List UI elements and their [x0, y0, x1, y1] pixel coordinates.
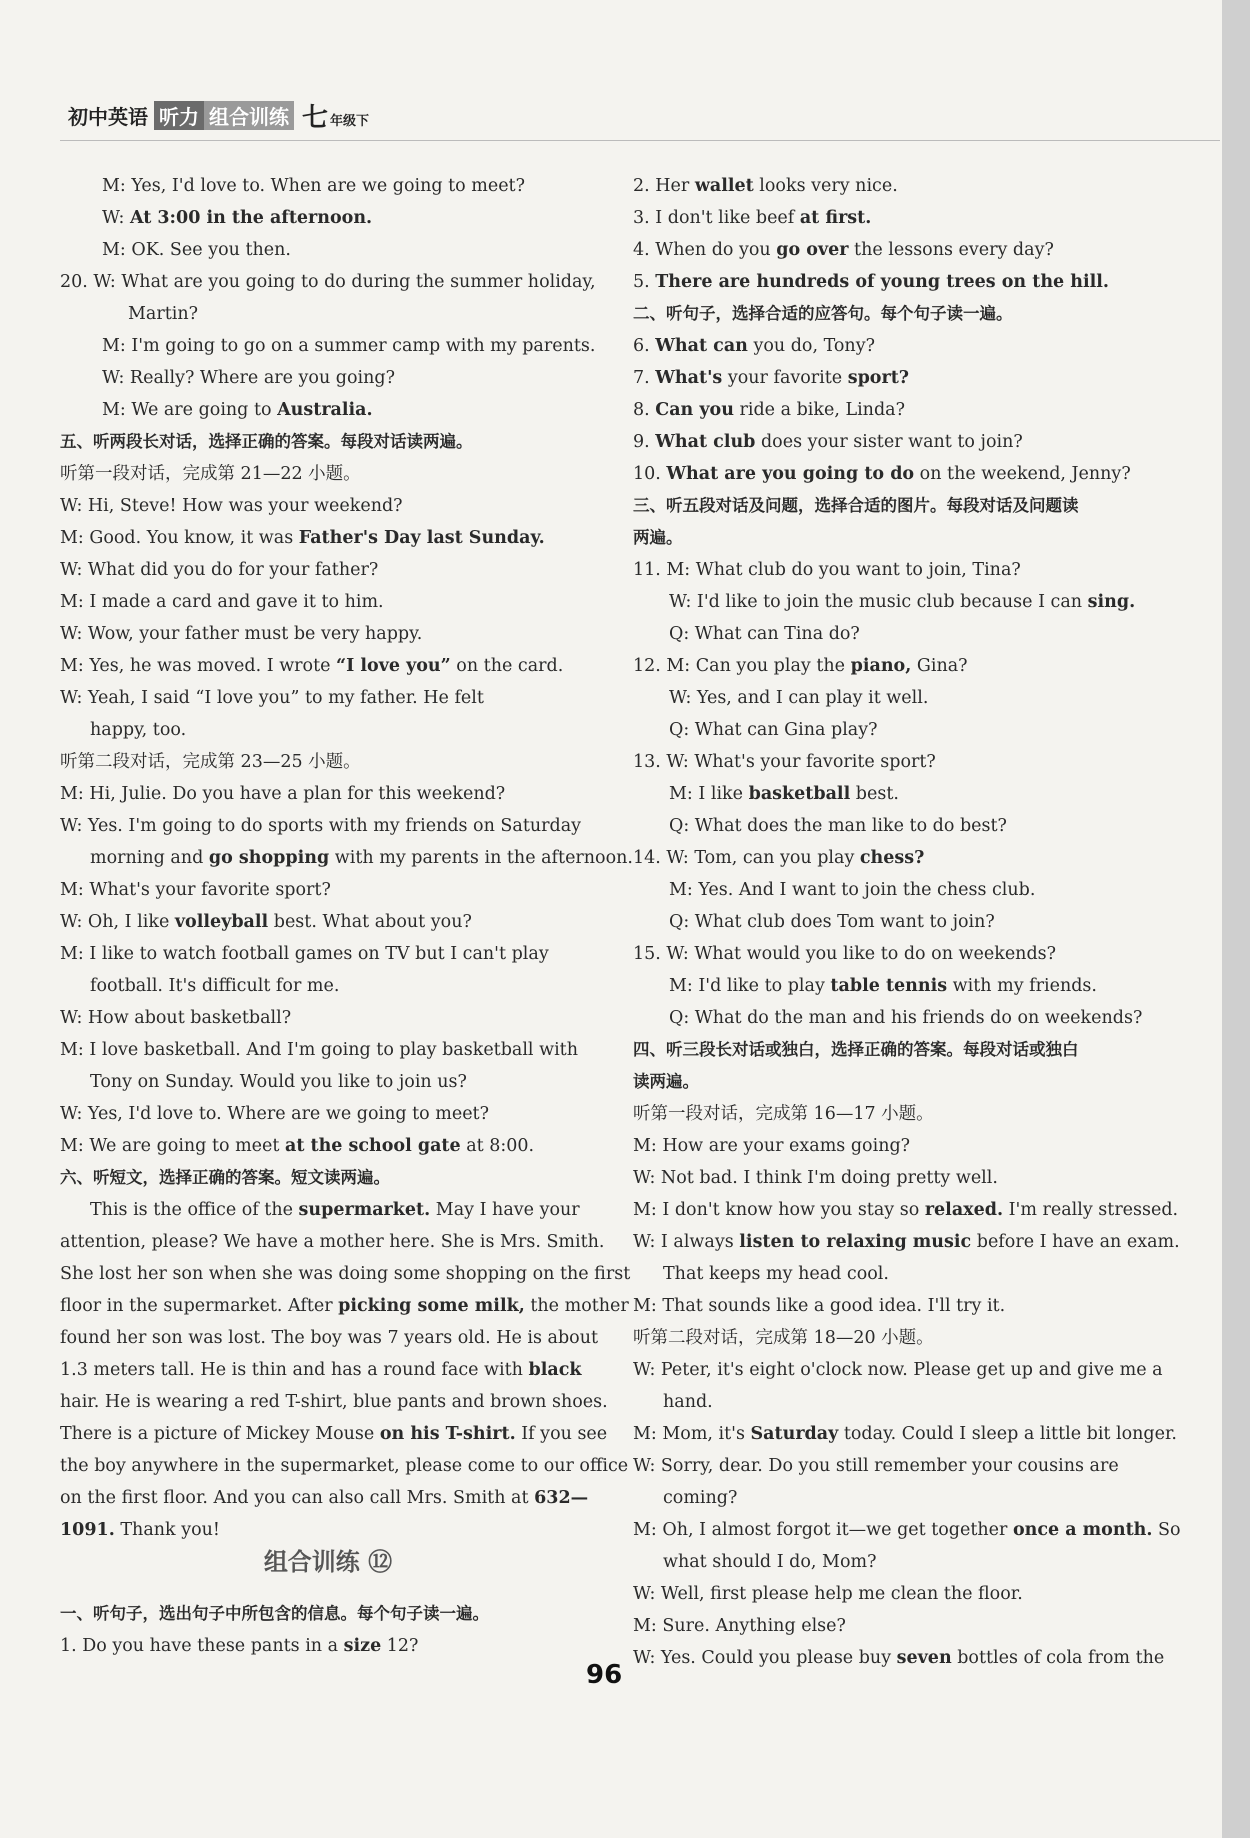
- text-line: [633, 1194, 1179, 1226]
- section-heading: [633, 1034, 1167, 1066]
- text-line: [60, 522, 596, 554]
- text-run: W: How about basketball?: [60, 1008, 292, 1028]
- text-run: 听第一段对话，完成第 21—22 小题。: [60, 464, 361, 484]
- text-line: [60, 170, 596, 202]
- text-line: [633, 1482, 1167, 1514]
- text-run: 四、听三段长对话或独白，选择正确的答案。每段对话或独白: [633, 1040, 1079, 1059]
- text-run: 听第一段对话，完成第 16—17 小题。: [633, 1104, 934, 1124]
- text-run: with my friends.: [947, 976, 1097, 996]
- page-number: 96: [586, 1660, 623, 1690]
- text-line: [633, 202, 1167, 234]
- text-line: [633, 426, 1167, 458]
- text-line: [60, 458, 596, 490]
- text-line: [60, 1194, 596, 1226]
- text-line: [633, 682, 1167, 714]
- text-run: W: Hi, Steve! How was your weekend?: [60, 496, 403, 516]
- bold-keyword: sport?: [847, 368, 910, 388]
- bold-keyword: once a month.: [1012, 1520, 1153, 1540]
- text-run: Q: What do the man and his friends do on weekends?: [669, 1008, 1143, 1028]
- text-run: on the first floor. And you can also call Mrs. Smith at: [60, 1488, 535, 1508]
- text-run: Tony on Sunday. Would you like to join us?: [90, 1072, 467, 1092]
- text-run: what should I do, Mom?: [663, 1552, 877, 1572]
- bold-keyword: 632—: [534, 1488, 589, 1508]
- text-line: [633, 1098, 1167, 1130]
- text-run: today. Could I sleep a little bit longer.: [838, 1424, 1177, 1444]
- bold-keyword: on his T-shirt.: [379, 1424, 516, 1444]
- bold-keyword: 1091.: [60, 1520, 115, 1540]
- text-run: M: We are going to: [102, 400, 278, 420]
- text-line: [60, 1226, 605, 1258]
- text-run: If you see: [515, 1424, 608, 1444]
- text-line: [60, 362, 596, 394]
- text-line: [633, 970, 1167, 1002]
- text-run: 8.: [633, 400, 656, 420]
- text-run: with my parents in the afternoon.: [329, 848, 633, 868]
- text-line: [633, 458, 1167, 490]
- text-run: the boy anywhere in the supermarket, please come to our office: [60, 1456, 629, 1476]
- bold-keyword: piano,: [850, 656, 912, 676]
- text-line: [633, 1258, 1167, 1290]
- text-run: attention, please? We have a mother here. She is Mrs. Smith.: [60, 1232, 605, 1252]
- header-listening: 听力: [154, 101, 204, 130]
- text-run: hand.: [663, 1392, 713, 1412]
- text-run: M: Good. You know, it was: [60, 528, 299, 548]
- text-run: 14. W: Tom, can you play: [633, 848, 860, 868]
- text-run: 五、听两段长对话，选择正确的答案。每段对话读两遍。: [60, 432, 473, 451]
- bold-keyword: chess?: [859, 848, 925, 868]
- bold-keyword: wallet: [694, 176, 754, 196]
- bold-keyword: at the school gate: [284, 1136, 461, 1156]
- bold-keyword: What are you going to do: [666, 464, 915, 484]
- header-grade-label: 年级下: [330, 113, 370, 129]
- text-line: [633, 1642, 1167, 1674]
- text-line: [633, 1226, 1180, 1258]
- header-training: 组合训练: [204, 101, 294, 130]
- text-line: [633, 362, 1167, 394]
- text-run: 组合训练 ⑫: [263, 1548, 393, 1576]
- text-run: morning and: [90, 848, 209, 868]
- text-line: [60, 1630, 596, 1662]
- text-line: [60, 1066, 596, 1098]
- text-run: M: I made a card and gave it to him.: [60, 592, 384, 612]
- bold-keyword: Saturday: [750, 1424, 839, 1444]
- text-run: W: Wow, your father must be very happy.: [60, 624, 423, 644]
- bold-keyword: seven: [896, 1648, 952, 1668]
- text-run: M: I like to watch football games on TV but I can't play: [60, 944, 549, 964]
- text-run: does your sister want to join?: [755, 432, 1023, 452]
- text-line: [633, 810, 1167, 842]
- section-heading: [60, 1162, 596, 1194]
- section-heading: [60, 426, 596, 458]
- text-run: M: I'd like to play: [669, 976, 831, 996]
- text-run: 二、听句子，选择合适的应答句。每个句子读一遍。: [633, 304, 1013, 323]
- text-run: W: Yes. I'm going to do sports with my friends on Saturday: [60, 816, 582, 836]
- text-line: [60, 682, 596, 714]
- text-line: [633, 1386, 1167, 1418]
- text-run: 听第二段对话，完成第 23—25 小题。: [60, 752, 361, 772]
- text-run: W: Well, first please help me clean the floor.: [633, 1584, 1023, 1604]
- text-run: 4. When do you: [633, 240, 777, 260]
- text-line: [60, 298, 596, 330]
- text-run: 听第二段对话，完成第 18—20 小题。: [633, 1328, 934, 1348]
- text-line: [60, 618, 596, 650]
- bold-keyword: relaxed.: [924, 1200, 1004, 1220]
- text-run: coming?: [663, 1488, 738, 1508]
- left-column: [60, 170, 633, 1662]
- text-line: [633, 1418, 1177, 1450]
- text-line: [633, 1450, 1167, 1482]
- text-line: [633, 1578, 1167, 1610]
- bold-keyword: listen to relaxing music: [739, 1232, 972, 1252]
- header-divider: [60, 140, 1220, 141]
- text-run: Martin?: [128, 304, 198, 324]
- text-line: [60, 1354, 596, 1386]
- text-line: [633, 842, 1167, 874]
- text-run: 六、听短文，选择正确的答案。短文读两遍。: [60, 1168, 390, 1187]
- text-run: Q: What can Tina do?: [669, 624, 860, 644]
- text-run: 两遍。: [633, 528, 683, 547]
- text-run: 三、听五段对话及问题，选择合适的图片。每段对话及问题读: [633, 496, 1079, 515]
- text-run: W: What did you do for your father?: [60, 560, 379, 580]
- text-line: [60, 1418, 608, 1450]
- text-run: W: Peter, it's eight o'clock now. Please get up and give me a: [633, 1360, 1163, 1380]
- text-run: 读两遍。: [633, 1072, 699, 1091]
- text-run: before I have an exam.: [971, 1232, 1180, 1252]
- text-line: [60, 1482, 596, 1514]
- header-grade-number: 七: [302, 102, 329, 133]
- bold-keyword: “I love you”: [336, 656, 451, 676]
- section-heading: [633, 490, 1167, 522]
- bold-keyword: supermarket.: [298, 1200, 431, 1220]
- text-line: [60, 1450, 629, 1482]
- text-run: 9.: [633, 432, 656, 452]
- bold-keyword: volleyball: [174, 912, 269, 932]
- text-run: W: Yes. Could you please buy: [633, 1648, 897, 1668]
- text-line: [60, 330, 596, 362]
- bold-keyword: Father's Day last Sunday.: [298, 528, 545, 548]
- text-run: W: Really? Where are you going?: [102, 368, 395, 388]
- bold-keyword: What can: [655, 336, 748, 356]
- text-run: looks very nice.: [753, 176, 898, 196]
- text-line: [60, 778, 596, 810]
- text-line: [60, 1130, 596, 1162]
- text-line: [633, 394, 1167, 426]
- text-run: 11. M: What club do you want to join, Tina?: [633, 560, 1021, 580]
- text-run: M: What's your favorite sport?: [60, 880, 331, 900]
- text-run: the lessons every day?: [848, 240, 1054, 260]
- text-line: [60, 490, 596, 522]
- text-run: W: Yeah, I said “I love you” to my father. He felt: [60, 688, 484, 708]
- text-line: [60, 202, 596, 234]
- bold-keyword: size: [343, 1636, 382, 1656]
- text-run: 2. Her: [633, 176, 695, 196]
- text-line: [60, 1290, 629, 1322]
- bold-keyword: What club: [655, 432, 756, 452]
- text-line: [633, 714, 1167, 746]
- text-line: [633, 266, 1167, 298]
- text-run: the mother: [524, 1296, 629, 1316]
- text-run: best. What about you?: [268, 912, 472, 932]
- text-line: [60, 1098, 596, 1130]
- text-line: [60, 1514, 596, 1546]
- text-line: [60, 234, 596, 266]
- bold-keyword: go over: [776, 240, 849, 260]
- bold-keyword: Can you: [655, 400, 734, 420]
- page-edge: [1222, 0, 1250, 1838]
- text-run: Thank you!: [114, 1520, 220, 1540]
- text-run: There is a picture of Mickey Mouse: [60, 1424, 380, 1444]
- text-run: your favorite: [722, 368, 848, 388]
- text-line: [60, 266, 596, 298]
- text-run: you do, Tony?: [747, 336, 875, 356]
- text-line: [60, 938, 596, 970]
- text-line: [633, 618, 1167, 650]
- bold-keyword: At 3:00 in the afternoon.: [129, 208, 373, 228]
- text-run: M: Yes, I'd love to. When are we going to meet?: [102, 176, 525, 196]
- section-heading: [633, 298, 1167, 330]
- text-run: So: [1152, 1520, 1181, 1540]
- section-title: [60, 1546, 596, 1598]
- bold-keyword: black: [528, 1360, 582, 1380]
- bold-keyword: table tennis: [830, 976, 948, 996]
- text-run: 12?: [381, 1636, 419, 1656]
- text-line: [60, 1002, 596, 1034]
- text-line: [633, 1354, 1167, 1386]
- text-line: [60, 906, 596, 938]
- text-line: [633, 1002, 1167, 1034]
- text-line: [633, 1322, 1167, 1354]
- bold-keyword: Australia.: [277, 400, 373, 420]
- text-run: 5.: [633, 272, 656, 292]
- text-line: [60, 586, 596, 618]
- text-run: on the weekend, Jenny?: [914, 464, 1131, 484]
- text-run: M: Oh, I almost forgot it—we get together: [633, 1520, 1013, 1540]
- text-run: M: I like: [669, 784, 749, 804]
- text-run: Gina?: [911, 656, 968, 676]
- text-line: [60, 970, 596, 1002]
- text-run: M: Hi, Julie. Do you have a plan for this weekend?: [60, 784, 506, 804]
- text-run: M: Mom, it's: [633, 1424, 751, 1444]
- text-run: Q: What does the man like to do best?: [669, 816, 1007, 836]
- text-run: May I have your: [430, 1200, 580, 1220]
- text-run: W: I always: [633, 1232, 740, 1252]
- bold-keyword: What's: [655, 368, 723, 388]
- text-run: M: Yes, he was moved. I wrote: [60, 656, 337, 676]
- text-run: best.: [850, 784, 899, 804]
- text-run: bottles of cola from the: [951, 1648, 1165, 1668]
- text-run: M: Yes. And I want to join the chess club.: [669, 880, 1036, 900]
- text-run: W: Yes, I'd love to. Where are we going to meet?: [60, 1104, 489, 1124]
- text-line: [633, 1610, 1167, 1642]
- text-run: M: I don't know how you stay so: [633, 1200, 925, 1220]
- text-run: 10.: [633, 464, 667, 484]
- text-run: M: We are going to meet: [60, 1136, 285, 1156]
- text-run: M: OK. See you then.: [102, 240, 291, 260]
- section-heading: [60, 1598, 596, 1630]
- text-run: M: How are your exams going?: [633, 1136, 911, 1156]
- text-line: [633, 1162, 1167, 1194]
- text-line: [60, 810, 596, 842]
- text-run: M: I'm going to go on a summer camp with my parents.: [102, 336, 596, 356]
- text-line: [633, 1130, 1167, 1162]
- bold-keyword: basketball: [748, 784, 851, 804]
- bold-keyword: There are hundreds of young trees on the hill.: [655, 272, 1110, 292]
- text-line: [60, 746, 596, 778]
- text-run: M: Sure. Anything else?: [633, 1616, 846, 1636]
- text-run: 1. Do you have these pants in a: [60, 1636, 344, 1656]
- text-run: W:: [102, 208, 130, 228]
- text-run: 3. I don't like beef: [633, 208, 800, 228]
- text-line: [60, 842, 633, 874]
- text-run: found her son was lost. The boy was 7 years old. He is about: [60, 1328, 598, 1348]
- text-run: football. It's difficult for me.: [90, 976, 340, 996]
- text-run: She lost her son when she was doing some shopping on the first: [60, 1264, 631, 1284]
- text-run: W: Oh, I like: [60, 912, 175, 932]
- text-line: [633, 874, 1167, 906]
- header-subject: 初中英语: [68, 104, 148, 129]
- bold-keyword: sing.: [1087, 592, 1136, 612]
- text-line: [633, 1514, 1181, 1546]
- text-line: [633, 1546, 1167, 1578]
- text-run: 15. W: What would you like to do on weekends?: [633, 944, 1057, 964]
- text-line: [633, 1290, 1167, 1322]
- text-run: 13. W: What's your favorite sport?: [633, 752, 936, 772]
- text-line: [633, 650, 1167, 682]
- text-run: W: Sorry, dear. Do you still remember your cousins are: [633, 1456, 1119, 1476]
- right-column: [633, 170, 1181, 1674]
- bold-keyword: at first.: [799, 208, 872, 228]
- text-run: I'm really stressed.: [1003, 1200, 1179, 1220]
- text-run: M: I love basketball. And I'm going to play basketball with: [60, 1040, 578, 1060]
- text-run: That keeps my head cool.: [663, 1264, 889, 1284]
- text-run: 12. M: Can you play the: [633, 656, 851, 676]
- text-run: 1.3 meters tall. He is thin and has a round face with: [60, 1360, 529, 1380]
- text-line: [633, 586, 1167, 618]
- text-line: [633, 170, 1167, 202]
- text-line: [60, 650, 596, 682]
- text-line: [633, 234, 1167, 266]
- text-run: This is the office of the: [90, 1200, 299, 1220]
- text-run: at 8:00.: [460, 1136, 535, 1156]
- text-run: W: Not bad. I think I'm doing pretty well.: [633, 1168, 998, 1188]
- text-line: [633, 778, 1167, 810]
- text-run: 20. W: What are you going to do during the summer holiday,: [60, 272, 596, 292]
- page-header: [68, 100, 370, 133]
- section-heading: [633, 1066, 1167, 1098]
- text-line: [60, 1258, 631, 1290]
- section-heading: [633, 522, 1167, 554]
- text-line: [60, 1322, 596, 1354]
- text-line: [633, 906, 1167, 938]
- text-run: ride a bike, Linda?: [733, 400, 905, 420]
- text-run: 一、听句子，选出句子中所包含的信息。每个句子读一遍。: [60, 1604, 489, 1623]
- text-run: happy, too.: [90, 720, 187, 740]
- text-run: Q: What can Gina play?: [669, 720, 878, 740]
- text-line: [60, 874, 596, 906]
- text-line: [633, 938, 1167, 970]
- text-run: W: Yes, and I can play it well.: [669, 688, 929, 708]
- text-line: [633, 330, 1167, 362]
- text-run: 7.: [633, 368, 656, 388]
- text-line: [633, 746, 1167, 778]
- bold-keyword: go shopping: [208, 848, 330, 868]
- text-run: 6.: [633, 336, 656, 356]
- text-run: W: I'd like to join the music club because I can: [669, 592, 1088, 612]
- text-line: [60, 394, 596, 426]
- text-line: [60, 554, 596, 586]
- text-line: [60, 1034, 596, 1066]
- text-run: Q: What club does Tom want to join?: [669, 912, 995, 932]
- text-run: hair. He is wearing a red T-shirt, blue pants and brown shoes.: [60, 1392, 608, 1412]
- text-line: [633, 554, 1167, 586]
- bold-keyword: picking some milk,: [338, 1296, 525, 1316]
- text-line: [60, 1386, 608, 1418]
- text-run: M: That sounds like a good idea. I'll try it.: [633, 1296, 1006, 1316]
- text-run: on the card.: [450, 656, 564, 676]
- text-run: floor in the supermarket. After: [60, 1296, 339, 1316]
- text-line: [60, 714, 596, 746]
